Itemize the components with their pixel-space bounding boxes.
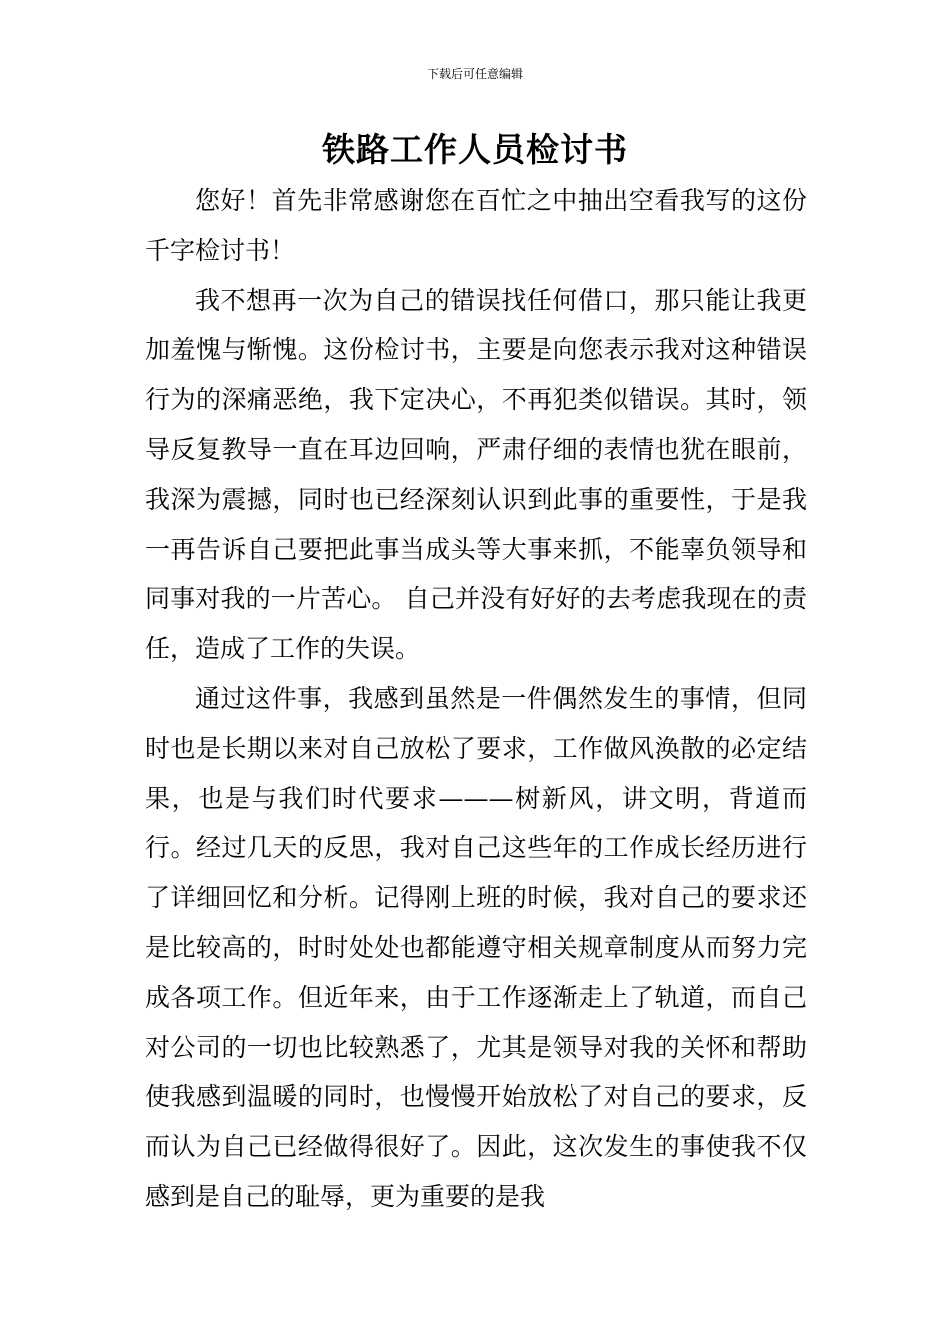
paragraph-greeting: 您好！首先非常感谢您在百忙之中抽出空看我写的这份千字检讨书！	[145, 186, 807, 265]
header-note: 下载后可任意编辑	[426, 67, 523, 81]
document-body	[145, 176, 807, 1222]
document-title: 铁路工作人员检讨书	[322, 130, 628, 169]
paragraph-reflection: 通过这件事，我感到虽然是一件偶然发生的事情，但同时也是长期以来对自己放松了要求，工作做风涣散的必定结果，也是与我们时代要求———树新风，讲文明，背道而行。经过几天的反思，我对自己这些年的工作成长经历进行了详细回忆和分析。记得刚上班的时候，我对自己的要求还是比较高的，时时处处也都能遵守相关规章制度从而努力完成各项工作。但近年来，由于工作逐渐走上了轨道，而自己对公司的一切也比较熟悉了，尤其是领导对我的关怀和帮助使我感到温暖的同时，也慢慢开始放松了对自己的要求，反而认为自己已经做得很好了。因此，这次发生的事使我不仅感到是自己的耻辱，更为重要的是我	[145, 683, 807, 1211]
paragraph-apology: 我不想再一次为自己的错误找任何借口，那只能让我更加羞愧与惭愧。这份检讨书，主要是向您表示我对这种错误行为的深痛恶绝，我下定决心，不再犯类似错误。其时，领导反复教导一直在耳边回响，严肃仔细的表情也犹在眼前，我深为震撼，同时也已经深刻认识到此事的重要性，于是我一再告诉自己要把此事当成头等大事来抓，不能辜负领导和同事对我的一片苦心。 自己并没有好好的去考虑我现在的责任，造成了工作的失误。	[145, 285, 807, 664]
